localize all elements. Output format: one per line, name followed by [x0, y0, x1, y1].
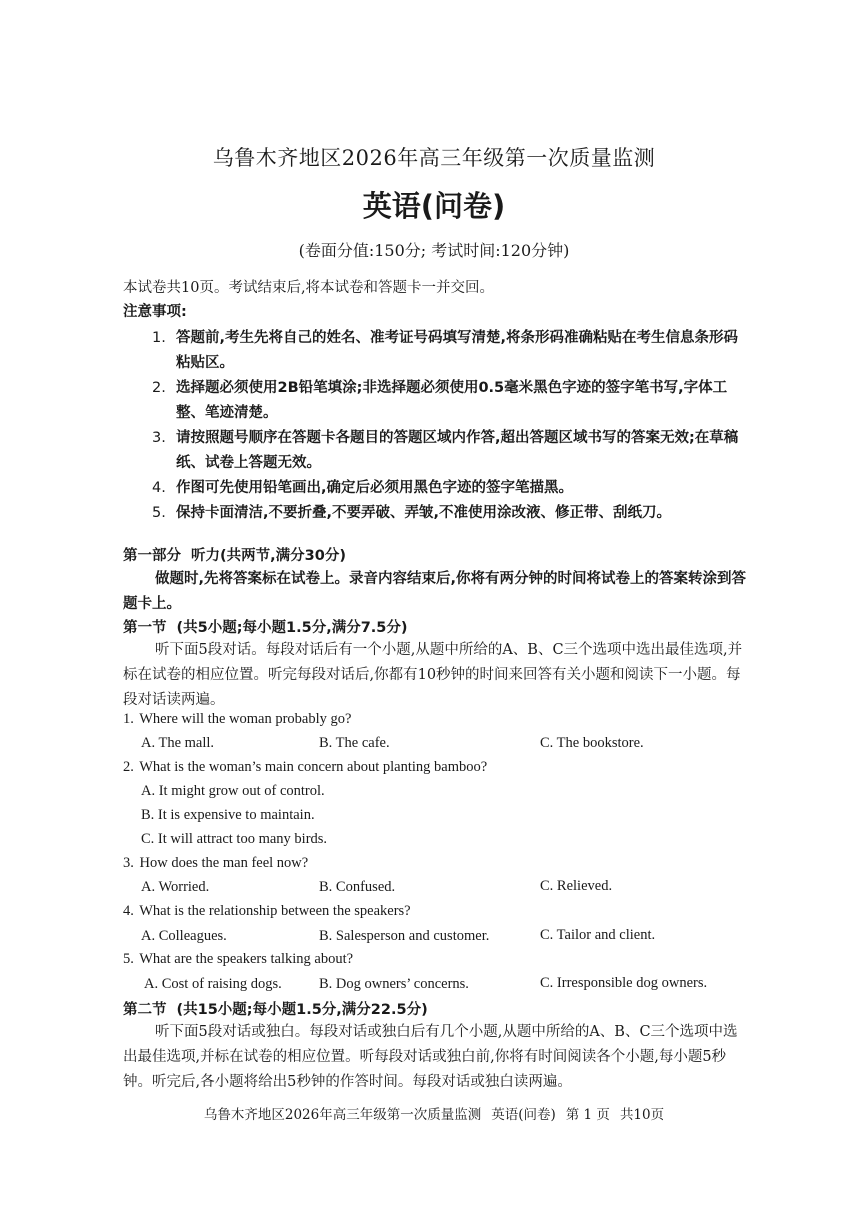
question-5-option-a: A. Cost of raising dogs.	[144, 976, 282, 992]
score-time-info: (卷面分值:150分; 考试时间:120分钟)	[298, 241, 570, 260]
footer-exam-name: 乌鲁木齐地区2026年高三年级第一次质量监测	[203, 1107, 482, 1123]
question-5-option-b: B. Dog owners’ concerns.	[319, 976, 469, 992]
exam-title: 乌鲁木齐地区2026年高三年级第一次质量监测	[212, 146, 656, 170]
notice-item-number: 5.	[152, 505, 166, 521]
part1-title: 听力(共两节,满分30分)	[191, 548, 346, 564]
notice-item	[152, 476, 752, 501]
question-2-option-c: C. It will attract too many birds.	[141, 831, 328, 847]
section1-heading	[123, 616, 408, 637]
page-footer	[0, 1103, 868, 1123]
section1-title: (共5小题;每小题1.5分,满分7.5分)	[176, 620, 408, 636]
question-4-option-a: A. Colleagues.	[141, 928, 227, 944]
notice-item-text: 保持卡面清洁,不要折叠,不要弄破、弄皱,不准使用涂改液、修正带、刮纸刀。	[176, 505, 672, 521]
question-4: 4. What is the relationship between the speakers?	[123, 903, 411, 919]
part1-label: 第一部分	[123, 548, 181, 564]
footer-subject: 英语(问卷)	[491, 1107, 556, 1123]
section1-instruction: 听下面5段对话。每段对话后有一个小题,从题中所给的A、B、C三个选项中选出最佳选项,并标在试卷的相应位置。听完每段对话后,你都有10秒钟的时间来回答有关小题和阅读下一小题。每段对话读两遍。	[123, 642, 743, 708]
part1-instruction: 做题时,先将答案标在试卷上。录音内容结束后,你将有两分钟的时间将试卷上的答案转涂到答题卡上。	[123, 571, 747, 612]
question-4-option-c: C. Tailor and client.	[540, 927, 656, 943]
question-2-option-a: A. It might grow out of control.	[141, 783, 325, 799]
notice-item-text: 作图可先使用铅笔画出,确定后必须用黑色字迹的签字笔描黑。	[176, 480, 574, 496]
question-3: 3. How does the man feel now?	[123, 855, 309, 871]
question-1-option-c: C. The bookstore.	[540, 735, 644, 751]
notice-item-text: 请按照题号顺序在答题卡各题目的答题区域内作答,超出答题区域书写的答案无效;在草稿纸、试卷上答题无效。	[176, 430, 739, 471]
notice-item	[152, 501, 752, 526]
question-3-option-a: A. Worried.	[141, 879, 210, 895]
question-4-option-b: B. Salesperson and customer.	[319, 928, 490, 944]
notice-item-number: 2.	[152, 380, 166, 396]
question-2: 2. What is the woman’s main concern about planting bamboo?	[123, 759, 488, 775]
footer-total-pages: 共10页	[619, 1107, 665, 1123]
section2-instruction: 听下面5段对话或独白。每段对话或独白后有几个小题,从题中所给的A、B、C三个选项中选出最佳选项,并标在试卷的相应位置。听每段对话或独白前,你将有时间阅读各个小题,每小题5秒钟。听完后,各小题将给出5秒钟的作答时间。每段对话或独白读两遍。	[123, 1024, 738, 1090]
notice-heading: 注意事项:	[123, 304, 187, 320]
question-3-option-b: B. Confused.	[319, 879, 396, 895]
notice-item-number: 1.	[152, 330, 166, 346]
notice-item	[152, 376, 752, 426]
notice-item-text: 选择题必须使用2B铅笔填涂;非选择题必须使用0.5毫米黑色字迹的签字笔书写,字体工整、笔迹清楚。	[176, 380, 728, 421]
question-1-option-b: B. The cafe.	[319, 735, 390, 751]
notice-item	[152, 426, 752, 476]
question-1-option-a: A. The mall.	[141, 735, 215, 751]
question-3-option-c: C. Relieved.	[540, 878, 613, 894]
question-5: 5. What are the speakers talking about?	[123, 951, 354, 967]
notice-item	[152, 326, 752, 376]
section1-label: 第一节	[123, 620, 167, 636]
section2-title: (共15小题;每小题1.5分,满分22.5分)	[176, 1002, 428, 1018]
intro-text: 本试卷共10页。考试结束后,将本试卷和答题卡一并交回。	[123, 280, 495, 296]
notice-list	[152, 326, 752, 526]
section2-label: 第二节	[123, 1002, 167, 1018]
notice-item-number: 4.	[152, 480, 166, 496]
subject-title: 英语(问卷)	[362, 189, 506, 223]
part1-heading	[123, 544, 346, 565]
question-1: 1. Where will the woman probably go?	[123, 711, 352, 727]
notice-item-number: 3.	[152, 430, 166, 446]
section2-heading	[123, 998, 428, 1019]
footer-page-number: 第 1 页	[565, 1107, 610, 1123]
question-2-option-b: B. It is expensive to maintain.	[141, 807, 315, 823]
question-5-option-c: C. Irresponsible dog owners.	[540, 975, 708, 991]
notice-item-text: 答题前,考生先将自己的姓名、准考证号码填写清楚,将条形码准确粘贴在考生信息条形码粘贴区。	[176, 330, 739, 371]
